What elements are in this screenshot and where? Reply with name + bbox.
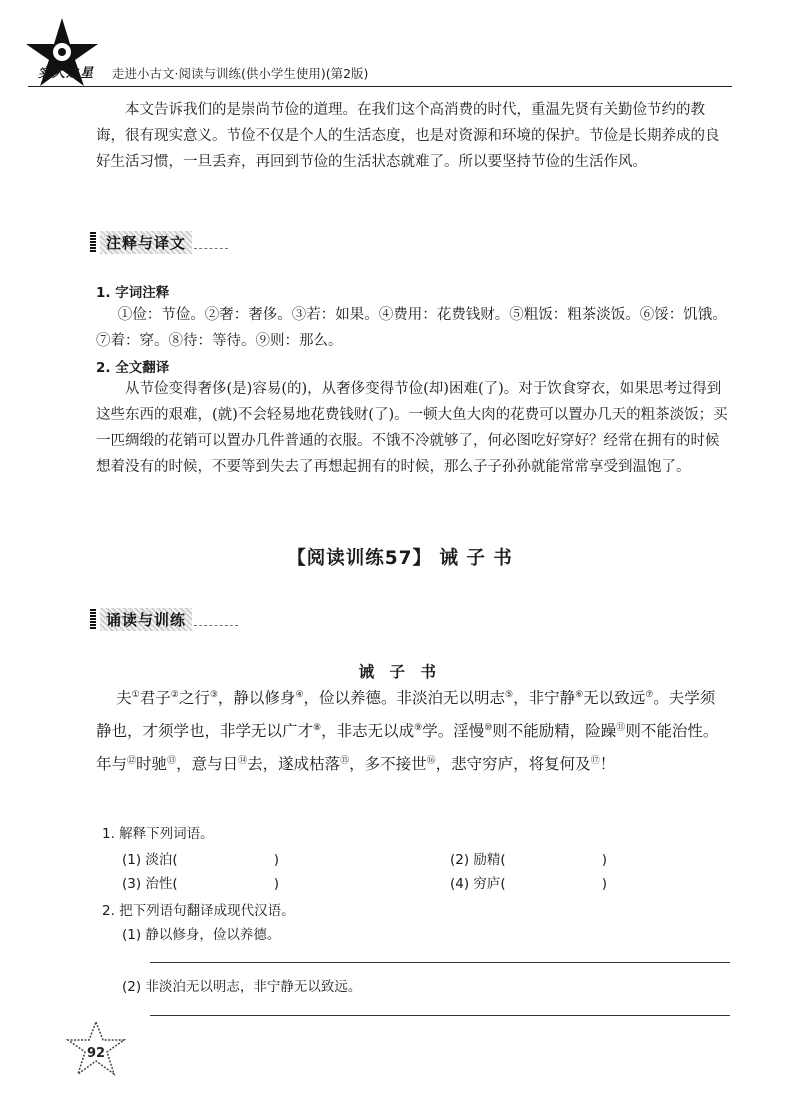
answer-blank-4[interactable] [450, 872, 607, 892]
poem-segment: ，悲守穷庐，将复何及 [435, 755, 591, 774]
poem-segment: 夫 [116, 689, 132, 708]
note-marker: ⑤ [505, 690, 514, 700]
note-marker: ⑪ [616, 723, 626, 734]
banner-label: 诵读与训练 [100, 608, 192, 631]
poem-segment: 去，遂成枯落 [247, 755, 341, 774]
note-marker: ① [131, 690, 140, 700]
poem-segment: 。夫学须静也，才须学也，非学无以广才 [96, 689, 716, 741]
poem-segment: ，非宁静 [513, 689, 576, 708]
word-notes: ①俭：节俭。②奢：奢侈。③若：如果。④费用：花费钱财。⑤粗饭：粗茶淡饭。⑥馁：饥饿。⑦着：穿。⑧待：等待。⑨则：那么。 [96, 307, 727, 349]
banner-label: 注释与译文 [100, 231, 192, 254]
poem-segment: ，静以修身 [217, 689, 296, 708]
poem-segment: 时驰 [136, 755, 168, 774]
banner-dots [194, 236, 228, 249]
note-marker: ④ [295, 690, 304, 700]
answer-close: ) [601, 852, 607, 868]
answer-line-2[interactable] [150, 1015, 730, 1016]
reading-section-title: 【阅读训练57】 诫 子 书 [287, 548, 513, 569]
page-number-badge [64, 1020, 128, 1080]
poem-segment: ，俭以养德。非淡泊无以明志 [303, 689, 506, 708]
answer-label: (2) 励精( [450, 852, 506, 868]
poem-title: 诫子书 [358, 662, 452, 681]
note-marker: ⑮ [340, 756, 350, 767]
answer-label: (1) 淡泊( [122, 852, 178, 868]
poem-segment: ！ [599, 755, 616, 774]
note-marker: ⑥ [575, 690, 584, 700]
note-marker: ⑫ [127, 756, 137, 767]
book-title: 走进小古文·阅读与训练(供小学生使用)(第2版) [112, 66, 369, 81]
intro-paragraph: 本文告诉我们的是崇尚节俭的道理。在我们这个高消费的时代，重温先贤有关勤俭节约的教诲，很有现实意义。节俭不仅是个人的生活态度，也是对资源和环境的保护。节俭是长期养成的良好生活习惯，一旦丢弃，再回到节俭的生活状态就难了。所以要坚持节俭的生活作风。 [96, 102, 720, 170]
poem-text [96, 680, 728, 779]
poem-segment: 无以致远 [583, 689, 646, 708]
question-1: 1. 解释下列词语。 [102, 826, 214, 842]
section-banner-reading [90, 608, 238, 630]
answer-blank-3[interactable] [122, 872, 279, 892]
answer-close: ) [273, 852, 279, 868]
answer-blank-2[interactable] [450, 848, 607, 868]
note-marker: ⑧ [313, 723, 322, 734]
question-2: 2. 把下列语句翻译成现代汉语。 [102, 903, 295, 919]
note-marker: ⑭ [238, 756, 248, 767]
poem-segment: 学。淫慢 [422, 722, 485, 741]
note-marker: ② [170, 690, 179, 700]
section-banner-notes [90, 231, 228, 253]
note-marker: ⑬ [167, 756, 177, 767]
poem-segment: 则不能治性。年与 [96, 722, 719, 774]
poem-segment: 君子 [139, 689, 171, 708]
logo-text: 实大之星 [38, 66, 95, 81]
note-marker: ⑰ [590, 756, 600, 767]
answer-label: (3) 治性( [122, 876, 178, 892]
translation-paragraph: 从节俭变得奢侈(是)容易(的)，从奢侈变得节俭(却)困难(了)。对于饮食穿衣，如果思考过得到这些东西的艰难，(就)不会轻易地花费钱财(了)。一顿大鱼大肉的花费可以置办几天的粗茶淡饭；买一匹绸缎的花销可以置办几件普通的衣服。不饿不冷就够了，何必图吃好穿好？经常在拥有的时候想着没有的时候，不要等到失去了再想起拥有的时候，那么子子孙孙就能常常享受到温饱了。 [96, 381, 728, 475]
answer-close: ) [601, 876, 607, 892]
banner-bar [90, 609, 96, 629]
poem-segment: ，非志无以成 [321, 722, 415, 741]
note-marker: ⑨ [414, 723, 423, 734]
sentence-2: (2) 非淡泊无以明志，非宁静无以致远。 [122, 979, 362, 995]
note-marker: ⑦ [645, 690, 654, 700]
note-marker: ⑩ [484, 723, 493, 734]
poem-segment: 之行 [178, 689, 210, 708]
note-marker: ⑯ [426, 756, 436, 767]
note-marker: ③ [209, 690, 218, 700]
poem-segment: ，意与日 [176, 755, 239, 774]
page-number: 92 [86, 1046, 106, 1061]
notes-heading: 1. 字词注释 [96, 285, 170, 301]
answer-close: ) [273, 876, 279, 892]
answer-blank-1[interactable] [122, 848, 279, 868]
answer-label: (4) 穷庐( [450, 876, 506, 892]
translation-heading: 2. 全文翻译 [96, 360, 170, 376]
poem-segment: 则不能励精，险躁 [492, 722, 617, 741]
star-logo-icon [18, 14, 106, 94]
sentence-1: (1) 静以修身，俭以养德。 [122, 927, 281, 943]
poem-segment: ，多不接世 [349, 755, 427, 774]
banner-dots [194, 613, 238, 626]
answer-line-1[interactable] [150, 962, 730, 963]
header-divider [28, 86, 732, 87]
banner-bar [90, 232, 96, 252]
